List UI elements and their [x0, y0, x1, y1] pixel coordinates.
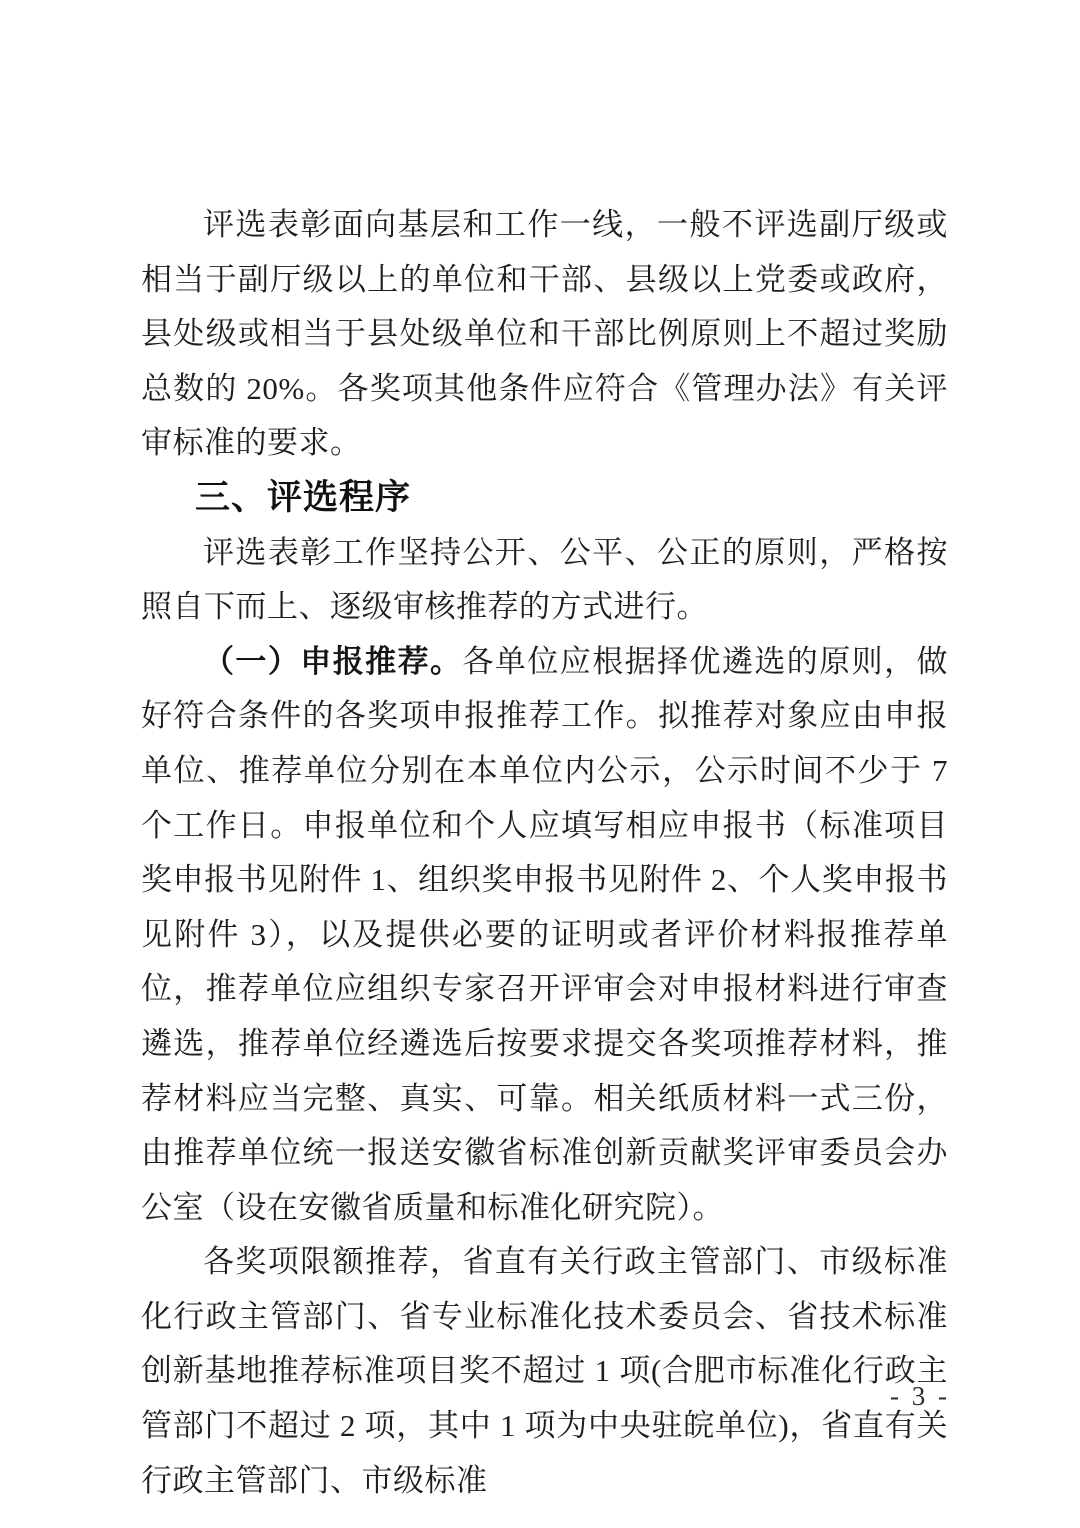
paragraph-application-recommendation: [141, 635, 948, 1236]
page-number: - 3 -: [890, 1381, 950, 1411]
paragraph-principles: 评选表彰工作坚持公开、公平、公正的原则，严格按照自下而上、逐级审核推荐的方式进行。: [141, 534, 948, 625]
section-heading: 三、评选程序: [195, 477, 412, 517]
document-body: [141, 198, 948, 1508]
paragraph-eligibility: 评选表彰面向基层和工作一线，一般不评选副厅级或相当于副厅级以上的单位和干部、县级以上党委或政府，县处级或相当于县处级单位和干部比例原则上不超过奖励总数的 20%。各奖项其他条件应符合《管理办法》有关评审标准的要求。: [141, 207, 948, 461]
paragraph-quota-recommendation: 各奖项限额推荐，省直有关行政主管部门、市级标准化行政主管部门、省专业标准化技术委员会、省技术标准创新基地推荐标准项目奖不超过 1 项(合肥市标准化行政主管部门不超过 2 项，其中 1 项为中央驻皖单位)，省直有关行政主管部门、市级标准: [141, 1244, 948, 1498]
paragraph-lead-bold: （一）申报推荐。: [203, 643, 463, 679]
paragraph-lead-body-text: 各单位应根据择优遴选的原则，做好符合条件的各奖项申报推荐工作。拟推荐对象应由申报单位、推荐单位分别在本单位内公示，公示时间不少于 7 个工作日。申报单位和个人应填写相应申报书（标准项目奖申报书见附件 1、组织奖申报书见附件 2、个人奖申报书见附件 3），以及提供必要的证明或者评价材料报推荐单位，推荐单位应组织专家召开评审会对申报材料进行审查遴选，推荐单位经遴选后按要求提交各奖项推荐材料，推荐材料应当完整、真实、可靠。相关纸质材料一式三份，由推荐单位统一报送安徽省标准创新贡献奖评审委员会办公室（设在安徽省质量和标准化研究院）。: [141, 643, 949, 1225]
